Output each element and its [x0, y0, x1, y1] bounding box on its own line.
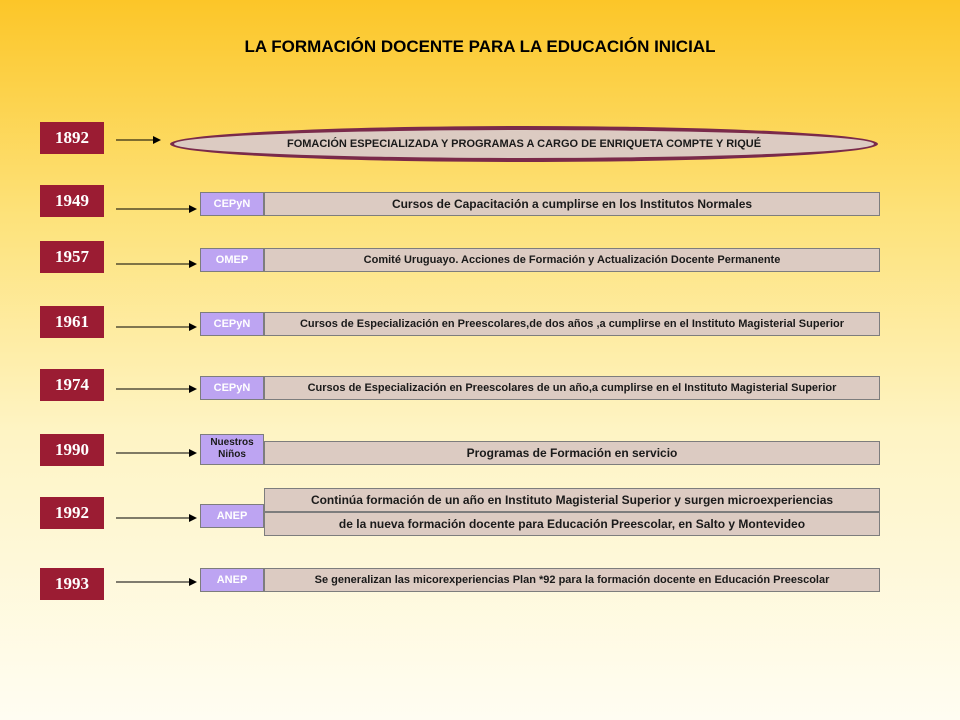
year-1957: 1957: [40, 241, 104, 273]
year-1974: 1974: [40, 369, 104, 401]
org-1949: CEPyN: [200, 192, 264, 216]
event-1957: Comité Uruguayo. Acciones de Formación y Actualización Docente Permanente: [264, 248, 880, 272]
org-1990-line2: Niños: [218, 449, 246, 460]
org-1990-line1: Nuestros: [210, 437, 254, 448]
event-1949: Cursos de Capacitación a cumplirse en los Institutos Normales: [264, 192, 880, 216]
event-1993: Se generalizan las micorexperiencias Plan *92 para la formación docente en Educación Preescolar: [264, 568, 880, 592]
org-1974: CEPyN: [200, 376, 264, 400]
year-1992: 1992: [40, 497, 104, 529]
org-1990: [200, 434, 264, 465]
year-1961: 1961: [40, 306, 104, 338]
event-1992-line1: Continúa formación de un año en Instituto Magisterial Superior y surgen microexperiencias: [264, 488, 880, 512]
event-1961: Cursos de Especialización en Preescolares,de dos años ,a cumplirse en el Instituto Magisterial Superior: [264, 312, 880, 336]
page-title: LA FORMACIÓN DOCENTE PARA LA EDUCACIÓN INICIAL: [244, 37, 716, 56]
event-1892-ellipse: FOMACIÓN ESPECIALIZADA Y PROGRAMAS A CARGO DE ENRIQUETA COMPTE Y RIQUÉ: [170, 126, 878, 162]
year-1993: 1993: [40, 568, 104, 600]
event-1974: Cursos de Especialización en Preescolares de un año,a cumplirse en el Instituto Magisterial Superior: [264, 376, 880, 400]
org-1993: ANEP: [200, 568, 264, 592]
year-1949: 1949: [40, 185, 104, 217]
org-1961: CEPyN: [200, 312, 264, 336]
year-1892: 1892: [40, 122, 104, 154]
event-1990: Programas de Formación en servicio: [264, 441, 880, 465]
year-1990: 1990: [40, 434, 104, 466]
org-1957: OMEP: [200, 248, 264, 272]
org-1992: ANEP: [200, 504, 264, 528]
event-1992-line2: de la nueva formación docente para Educación Preescolar, en Salto y Montevideo: [264, 512, 880, 536]
